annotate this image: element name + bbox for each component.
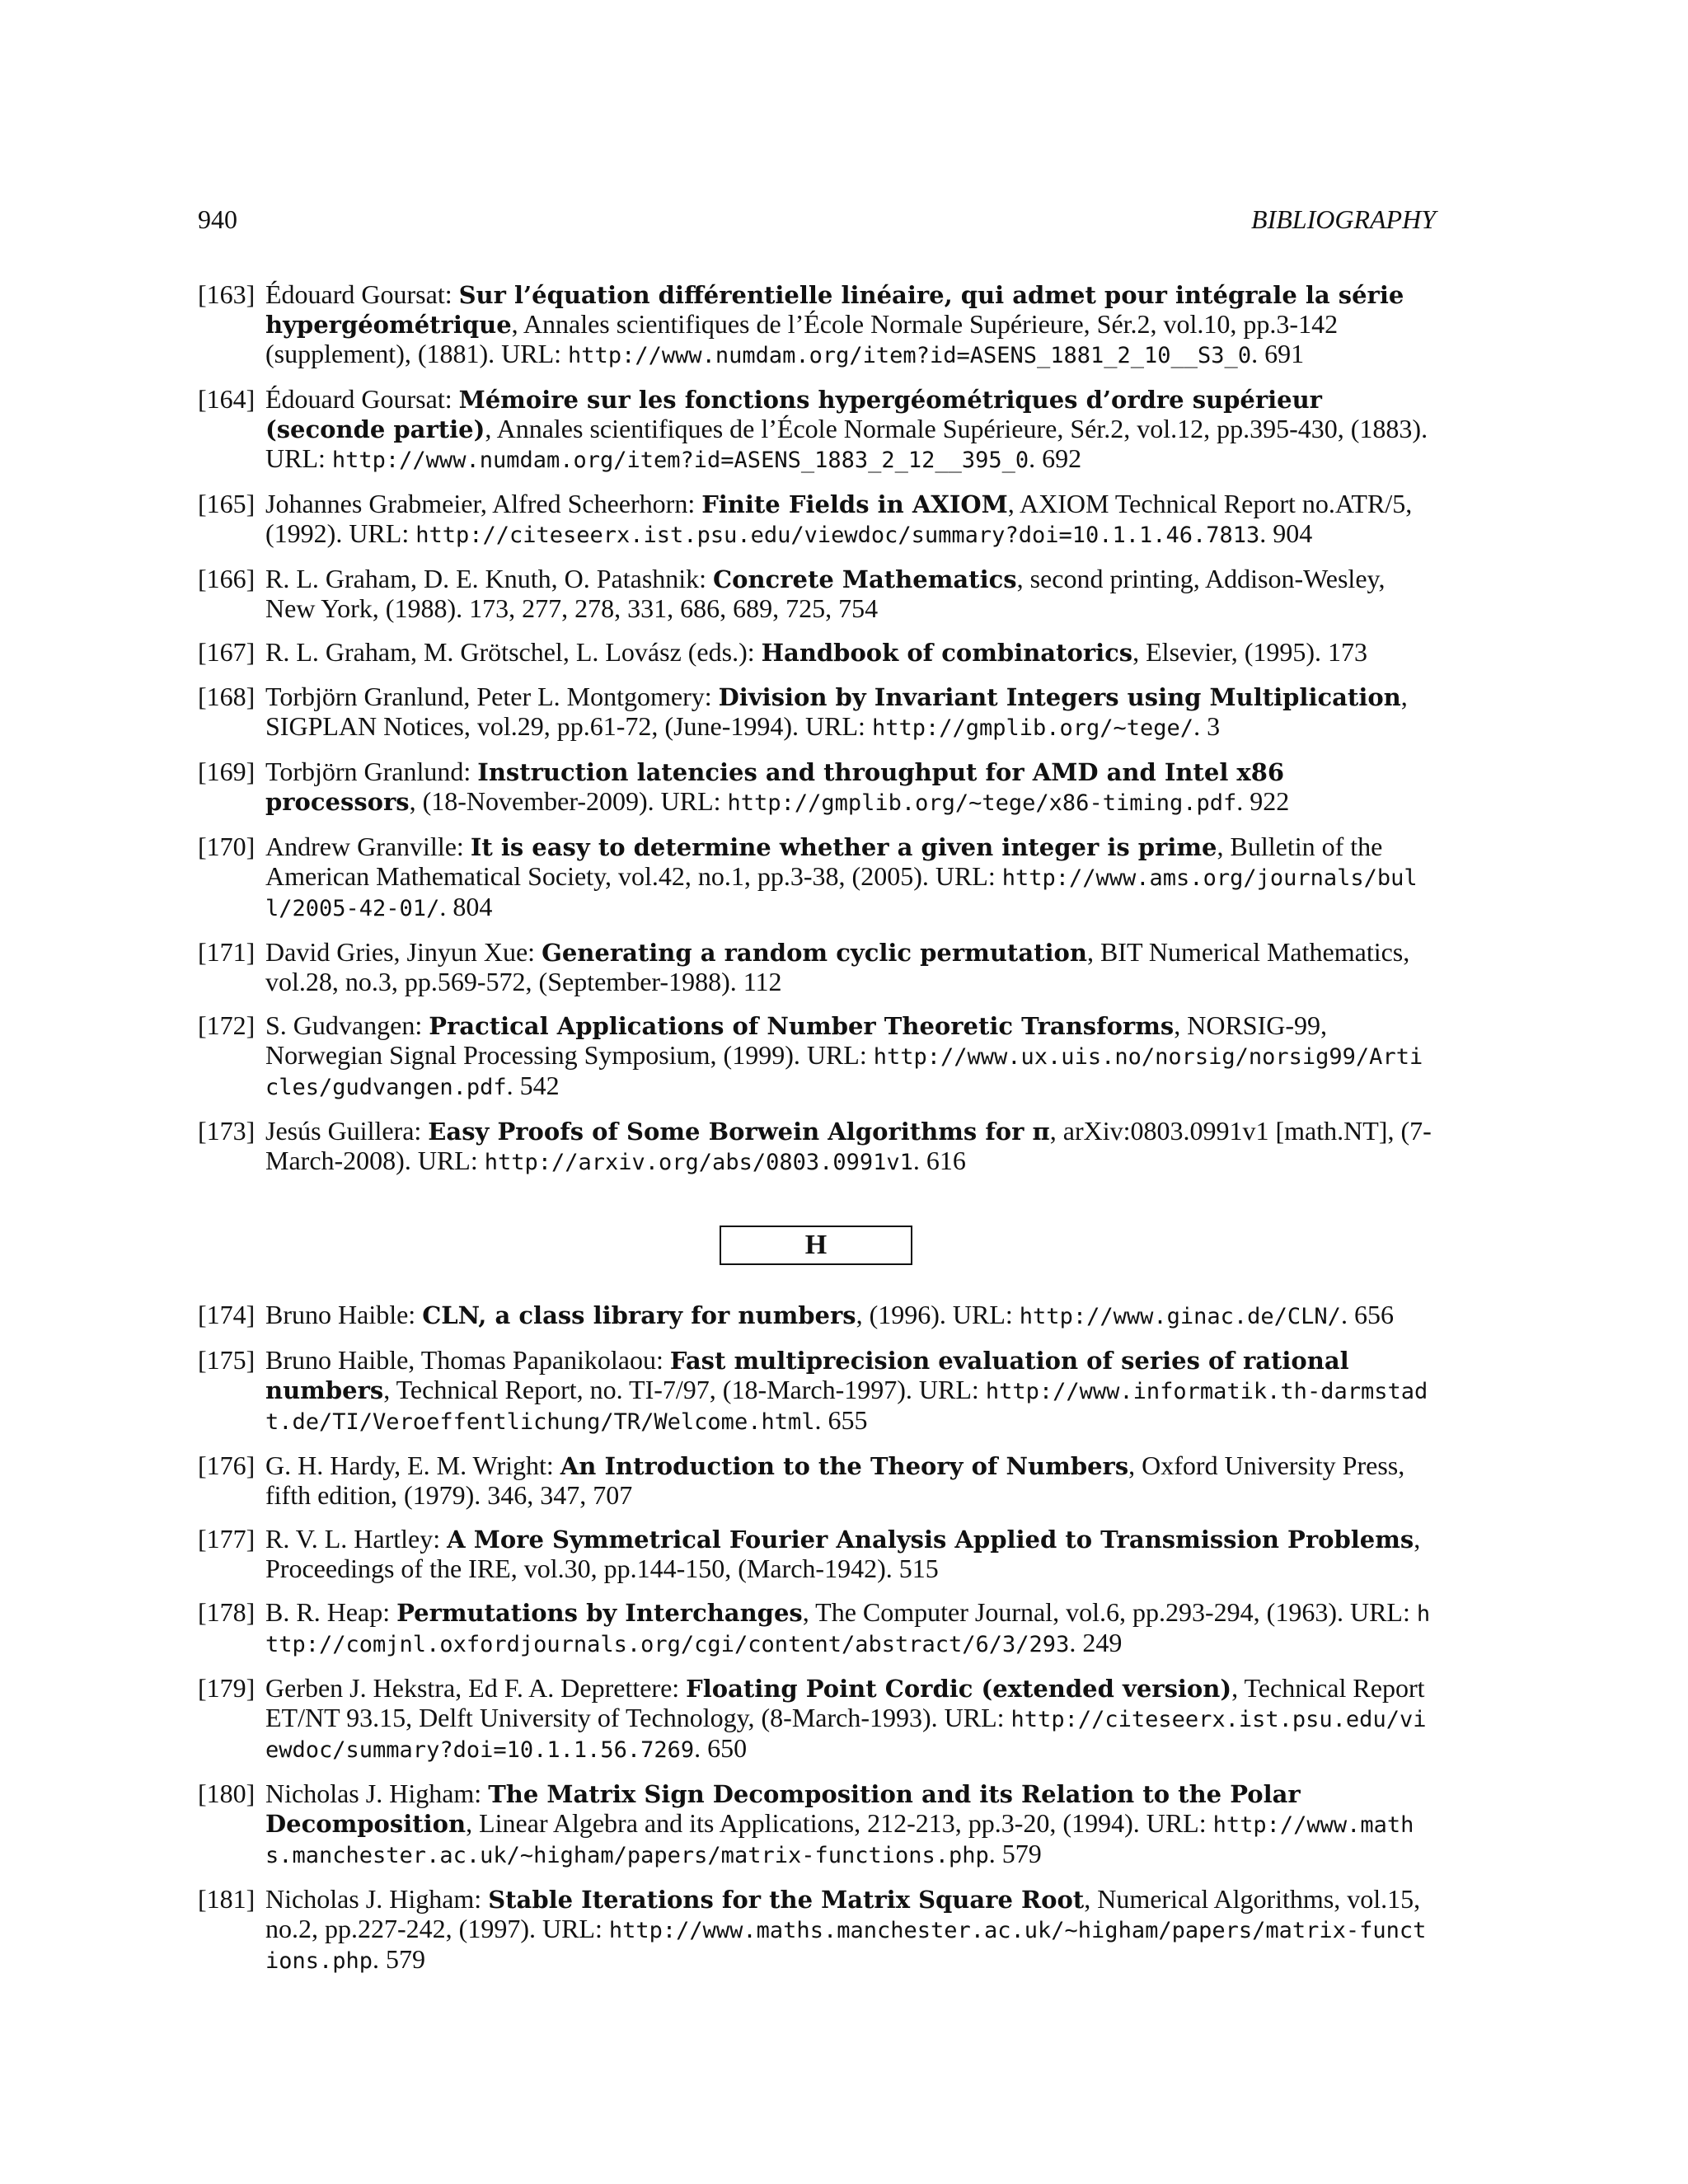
bib-details: , BIT Numerical Mathematics, vol.28, no.3, pp.569-572, (September-1988). 112	[265, 937, 1410, 996]
bib-entry	[198, 490, 1436, 550]
bib-details: , Numerical Algorithms, vol.15, no.2, pp.227-242, (1997). URL:	[265, 1884, 1421, 1943]
bib-title: The Matrix Sign Decomposition and its Relation to the Polar Decomposition	[265, 1780, 1301, 1838]
bib-details: , Bulletin of the American Mathematical Society, vol.42, no.1, pp.3-38, (2005). URL:	[265, 832, 1383, 891]
bib-url-link[interactable]: http://www.maths.manchester.ac.uk/~higham/papers/matrix-functions.php	[265, 1918, 1427, 1974]
bib-title: Permutations by Interchanges	[396, 1599, 803, 1627]
bib-number: [167]	[198, 637, 256, 667]
bib-pages: . 650	[694, 1733, 748, 1763]
running-head: BIBLIOGRAPHY	[1251, 204, 1436, 234]
bib-authors: Torbjörn Granlund:	[265, 757, 471, 786]
bib-entry	[198, 638, 1436, 668]
bib-entry	[198, 832, 1436, 923]
bib-pages: . 904	[1259, 518, 1313, 548]
bib-entry	[198, 1525, 1436, 1583]
bib-pages: . 656	[1340, 1300, 1394, 1329]
bib-pages: . 579	[373, 1944, 426, 1974]
bib-authors: R. L. Graham, D. E. Knuth, O. Patashnik:	[265, 564, 707, 593]
bib-details: , Elsevier, (1995). 173	[1132, 637, 1367, 667]
bib-details: , AXIOM Technical Report no.ATR/5, (1992). URL:	[265, 489, 1413, 548]
bib-pages: . 692	[1029, 443, 1082, 473]
bib-number: [175]	[198, 1345, 256, 1375]
bib-details: , Technical Report ET/NT 93.15, Delft University of Technology, (8-March-1993). URL:	[265, 1673, 1425, 1732]
bib-details: , SIGPLAN Notices, vol.29, pp.61-72, (June-1994). URL:	[265, 682, 1408, 741]
bib-number: [172]	[198, 1010, 256, 1040]
bib-url-link[interactable]: http://citeseerx.ist.psu.edu/viewdoc/summary?doi=10.1.1.46.7813	[415, 523, 1260, 548]
bib-authors: Johannes Grabmeier, Alfred Scheerhorn:	[265, 489, 696, 518]
bib-entry	[198, 1117, 1436, 1177]
bib-url-link[interactable]: http://www.ams.org/journals/bull/2005-42-01/	[265, 865, 1418, 921]
bib-title: It is easy to determine whether a given integer is prime	[470, 833, 1217, 861]
bib-title: Sur l’équation différentielle linéaire, qui admet pour intégrale la série hypergéométrique	[265, 281, 1404, 339]
bib-authors: S. Gudvangen:	[265, 1010, 423, 1040]
bib-entry	[198, 385, 1436, 475]
bib-number: [165]	[198, 489, 256, 518]
bib-authors: Bruno Haible, Thomas Papanikolaou:	[265, 1345, 663, 1375]
bib-details: , NORSIG-99, Norwegian Signal Processing Symposium, (1999). URL:	[265, 1010, 1327, 1070]
bibliography-list-h	[198, 1301, 1436, 1990]
bib-authors: Nicholas J. Higham:	[265, 1779, 482, 1808]
bib-entry	[198, 1301, 1436, 1331]
bib-url-link[interactable]: http://citeseerx.ist.psu.edu/viewdoc/summary?doi=10.1.1.56.7269	[265, 1707, 1427, 1763]
bib-url-link[interactable]: http://gmplib.org/~tege/	[871, 715, 1194, 741]
bib-details: , (1996). URL:	[856, 1300, 1020, 1329]
bib-title: Floating Point Cordic (extended version)	[686, 1675, 1232, 1703]
bib-entry	[198, 757, 1436, 818]
bibliography-list-g	[198, 280, 1436, 1192]
bib-entry	[198, 1451, 1436, 1510]
bib-authors: Gerben J. Hekstra, Ed F. A. Deprettere:	[265, 1673, 680, 1703]
bib-authors: Nicholas J. Higham:	[265, 1884, 482, 1914]
bib-url-link[interactable]: http://gmplib.org/~tege/x86-timing.pdf	[727, 790, 1237, 816]
bib-details: , Proceedings of the IRE, vol.30, pp.144-150, (March-1942). 515	[265, 1524, 1421, 1583]
bib-authors: B. R. Heap:	[265, 1597, 391, 1627]
bib-url-link[interactable]: http://www.numdam.org/item?id=ASENS_1883_2_12__395_0	[331, 448, 1029, 473]
bib-details: , (18-November-2009). URL:	[409, 786, 728, 816]
bib-details: , Linear Algebra and its Applications, 212-213, pp.3-20, (1994). URL:	[466, 1808, 1213, 1838]
bib-entry	[198, 682, 1436, 743]
bib-number: [168]	[198, 682, 256, 711]
bib-number: [164]	[198, 384, 256, 414]
bib-title: Easy Proofs of Some Borwein Algorithms for π	[428, 1118, 1050, 1146]
bib-entry	[198, 1011, 1436, 1102]
bib-title: Division by Invariant Integers using Multiplication	[718, 683, 1401, 711]
bib-authors: Édouard Goursat:	[265, 384, 452, 414]
bib-number: [171]	[198, 937, 256, 967]
bib-url-link[interactable]: http://www.numdam.org/item?id=ASENS_1881_2_10__S3_0	[568, 343, 1252, 368]
page-number: 940	[198, 204, 237, 234]
bib-pages: . 3	[1193, 711, 1221, 741]
bib-title: An Introduction to the Theory of Numbers	[560, 1452, 1129, 1480]
bib-authors: G. H. Hardy, E. M. Wright:	[265, 1451, 554, 1480]
section-letter-header: H	[720, 1226, 912, 1265]
bib-number: [166]	[198, 564, 256, 593]
bib-entry	[198, 1346, 1436, 1436]
bib-number: [173]	[198, 1116, 256, 1146]
bib-url-link[interactable]: http://www.informatik.th-darmstadt.de/TI/Veroeffentlichung/TR/Welcome.html	[265, 1379, 1428, 1435]
bib-url-link[interactable]: http://www.ginac.de/CLN/	[1019, 1304, 1341, 1329]
bib-title: Generating a random cyclic permutation	[542, 939, 1087, 967]
bib-entry	[198, 1779, 1436, 1870]
bib-pages: . 804	[439, 892, 493, 921]
bib-authors: David Gries, Jinyun Xue:	[265, 937, 536, 967]
bib-details: , second printing, Addison-Wesley, New York, (1988). 173, 277, 278, 331, 686, 689, 725, 754	[265, 564, 1386, 623]
bib-authors: Andrew Granville:	[265, 832, 464, 861]
bib-number: [176]	[198, 1451, 256, 1480]
bib-url-link[interactable]: http://arxiv.org/abs/0803.0991v1	[484, 1150, 913, 1175]
bib-title: Fast multiprecision evaluation of series of rational numbers	[265, 1347, 1349, 1404]
bib-url-link[interactable]: http://www.ux.uis.no/norsig/norsig99/Articles/gudvangen.pdf	[265, 1044, 1423, 1100]
bib-details: , Technical Report, no. TI-7/97, (18-March-1997). URL:	[383, 1375, 986, 1404]
bib-details: , The Computer Journal, vol.6, pp.293-294, (1963). URL:	[802, 1597, 1417, 1627]
bib-entry	[198, 938, 1436, 996]
bib-pages: . 922	[1236, 786, 1290, 816]
bib-pages: . 616	[912, 1146, 966, 1175]
bib-authors: Édouard Goursat:	[265, 279, 452, 309]
bib-entry	[198, 1885, 1436, 1975]
bib-pages: . 655	[814, 1405, 868, 1435]
bib-number: [174]	[198, 1300, 256, 1329]
bib-title: Finite Fields in AXIOM	[701, 490, 1008, 518]
bib-title: Stable Iterations for the Matrix Square Root	[488, 1886, 1085, 1914]
bib-authors: Bruno Haible:	[265, 1300, 416, 1329]
bib-entry	[198, 1674, 1436, 1765]
bib-title: Concrete Mathematics	[713, 565, 1017, 593]
bib-authors: R. V. L. Hartley:	[265, 1524, 441, 1554]
bib-authors: R. L. Graham, M. Grötschel, L. Lovász (eds.):	[265, 637, 755, 667]
bib-title: Practical Applications of Number Theoretic Transforms	[429, 1012, 1175, 1040]
bib-number: [177]	[198, 1524, 256, 1554]
bib-entry	[198, 280, 1436, 370]
bib-authors: Jesús Guillera:	[265, 1116, 422, 1146]
bib-title: Instruction latencies and throughput for AMD and Intel x86 processors	[265, 758, 1285, 816]
bib-authors: Torbjörn Granlund, Peter L. Montgomery:	[265, 682, 712, 711]
bib-number: [180]	[198, 1779, 256, 1808]
bib-pages: . 249	[1069, 1628, 1123, 1657]
bib-number: [181]	[198, 1884, 256, 1914]
bib-number: [179]	[198, 1673, 256, 1703]
bib-url-link[interactable]: http://www.maths.manchester.ac.uk/~higham/papers/matrix-functions.php	[265, 1812, 1414, 1868]
bib-details: , Oxford University Press, fifth edition, (1979). 346, 347, 707	[265, 1451, 1405, 1510]
bib-title: Handbook of combinatorics	[761, 639, 1133, 667]
bib-pages: . 579	[988, 1839, 1042, 1868]
bib-number: [178]	[198, 1597, 256, 1627]
bib-details: , arXiv:0803.0991v1 [math.NT], (7-March-2008). URL:	[265, 1116, 1432, 1175]
bib-details: , Annales scientifiques de l’École Normale Supérieure, Sér.2, vol.10, pp.3-142 (supplement), (1881). URL:	[265, 309, 1339, 368]
bib-number: [169]	[198, 757, 256, 786]
bib-pages: . 542	[506, 1071, 560, 1100]
bib-title: Mémoire sur les fonctions hypergéométriques d’ordre supérieur (seconde partie)	[265, 386, 1322, 443]
bib-entry	[198, 565, 1436, 623]
bib-title: CLN, a class library for numbers	[422, 1301, 856, 1329]
bib-pages: . 691	[1251, 339, 1305, 368]
bib-details: , Annales scientifiques de l’École Normale Supérieure, Sér.2, vol.12, pp.395-430, (1883). URL:	[265, 414, 1428, 473]
bib-url-link[interactable]: http://comjnl.oxfordjournals.org/cgi/content/abstract/6/3/293	[265, 1601, 1431, 1657]
bib-number: [163]	[198, 279, 256, 309]
bib-entry	[198, 1598, 1436, 1659]
bib-title: A More Symmetrical Fourier Analysis Applied to Transmission Problems	[447, 1526, 1414, 1554]
bib-number: [170]	[198, 832, 256, 861]
